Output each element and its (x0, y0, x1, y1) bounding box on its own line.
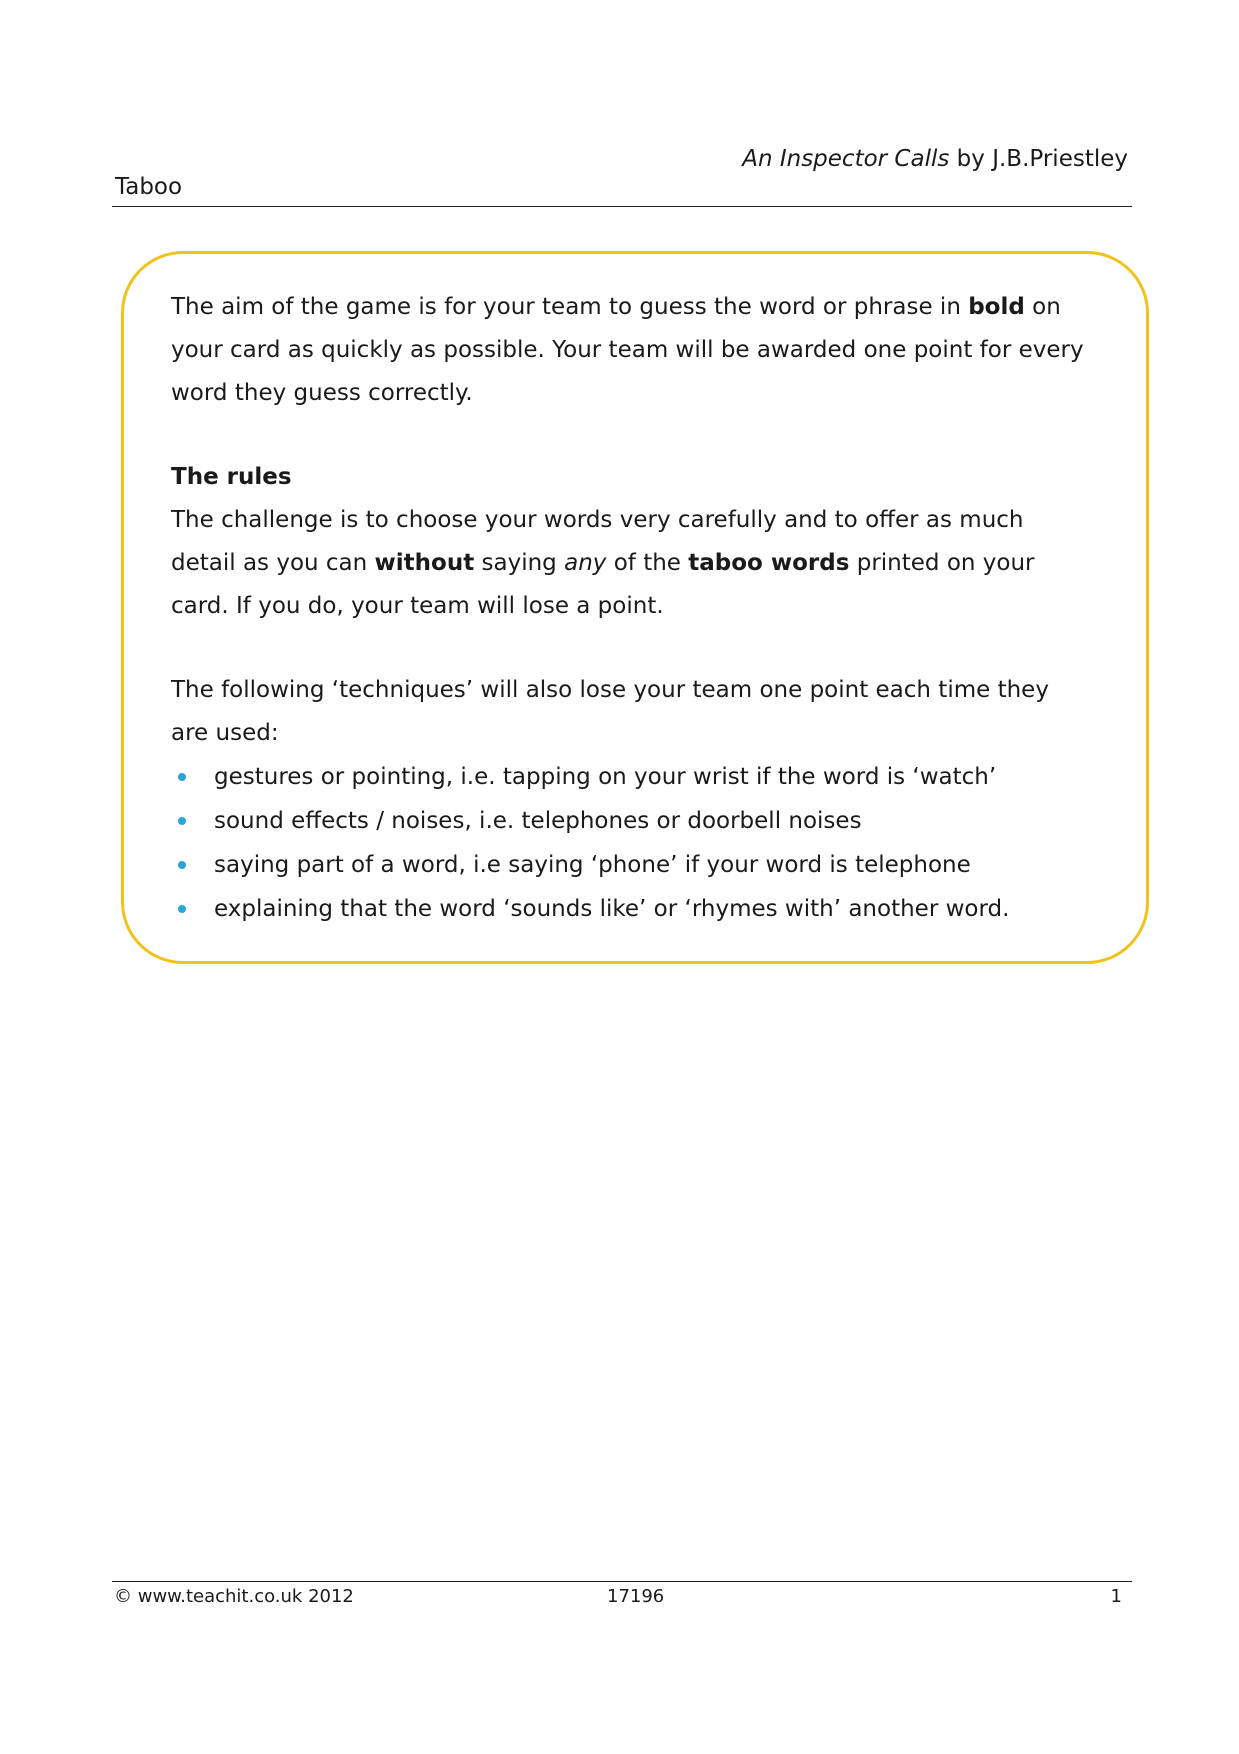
list-item-text: saying part of a word, i.e saying ‘phone’ if your word is telephone (214, 852, 971, 878)
techniques-list (171, 755, 1091, 931)
rules-paragraph (171, 499, 1091, 628)
intro-bold-word: bold (968, 294, 1025, 320)
rules-card (171, 286, 1091, 931)
bullet-dot-icon (178, 861, 186, 869)
bullet-dot-icon (178, 773, 186, 781)
intro-text: The aim of the game is for your team to guess the word or phrase in (171, 294, 969, 320)
techniques-intro: The following ‘techniques’ will also lose your team one point each time they are used: (171, 677, 1049, 746)
list-item (171, 799, 1091, 843)
copyright-text: © www.teachit.co.uk 2012 (114, 1586, 354, 1607)
list-item-text: gestures or pointing, i.e. tapping on your wrist if the word is ‘watch’ (214, 764, 997, 790)
document-title (742, 146, 1128, 172)
play-author: by J.B.Priestley (949, 146, 1128, 172)
resource-code: 17196 (607, 1586, 665, 1607)
rules-bold-taboo-words: taboo words (688, 550, 850, 576)
rules-heading: The rules (171, 464, 292, 490)
list-item-text: explaining that the word ‘sounds like’ or ‘rhymes with’ another word. (214, 896, 1010, 922)
page-header (112, 140, 1132, 207)
page-footer (112, 1581, 1132, 1612)
play-title: An Inspector Calls (742, 146, 950, 172)
page-number: 1 (1110, 1586, 1122, 1607)
bullet-dot-icon (178, 817, 186, 825)
rules-bold-without: without (374, 550, 475, 576)
bullet-dot-icon (178, 905, 186, 913)
intro-paragraph (171, 286, 1091, 415)
rules-text-2: saying (474, 550, 565, 576)
intro-text-end: on your card as quickly as possible. Your team will be awarded one point for every word they guess correctly. (171, 294, 1084, 406)
rules-text-4: printed on your card. If you do, your team will lose a point. (171, 550, 1035, 619)
rules-text-3: of the (606, 550, 689, 576)
section-title: Taboo (115, 174, 183, 200)
rules-text: The challenge is to choose your words very carefully and to offer as much detail as you can (171, 507, 1024, 576)
list-item-text: sound effects / noises, i.e. telephones or doorbell noises (214, 808, 862, 834)
rules-italic-any: any (564, 550, 607, 576)
list-item (171, 887, 1091, 931)
list-item (171, 755, 1091, 799)
list-item (171, 843, 1091, 887)
